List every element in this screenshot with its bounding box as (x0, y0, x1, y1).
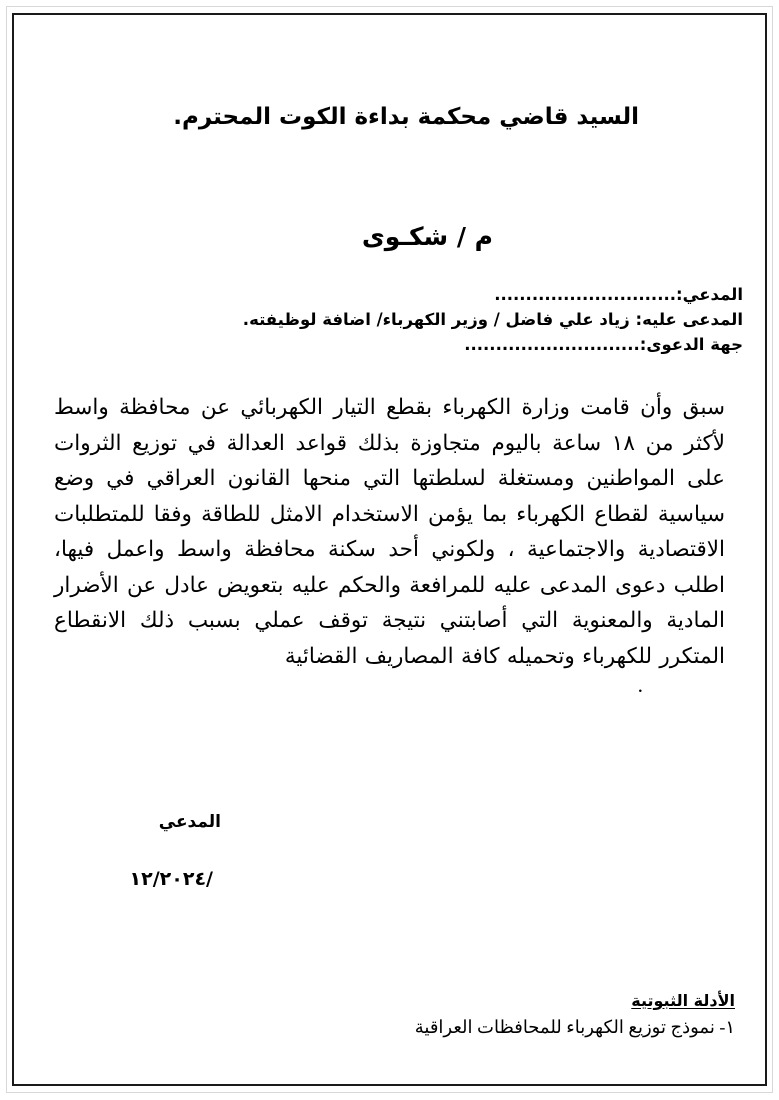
evidence-item: ١- نموذج توزيع الكهرباء للمحافظات العراقية (414, 1017, 735, 1037)
complaint-body-paragraph: سبق وأن قامت وزارة الكهرباء بقطع التيار الكهربائي عن محافظة واسط لأكثر من ١٨ ساعة باليوم متجاوزة بذلك قواعد العدالة في توزيع الثروات على المواطنين ومستغلة لسلطتها التي منحها القانون العراقي في وضع سياسية لقطاع الكهرباء بما يؤمن الاستخدام الامثل للطاقة وفقا للمتطلبات الاقتصادية والاجتماعية ، ولكوني أحد سكنة محافظة واسط واعمل فيها، اطلب دعوى المدعى عليه للمرافعة والحكم عليه بتعويض عادل عن الأضرار المادية والمعنوية التي أصابتني نتيجة توقف عملي بسبب ذلك الانقطاع المتكرر للكهرباء وتحميله كافة المصاريف القضائية (54, 395, 725, 668)
signature-date: /١٢/٢٠٢٤ (129, 868, 213, 890)
evidence-section (44, 990, 735, 1040)
complaint-body-closing-mark: . (637, 673, 643, 697)
defendant-field: المدعى عليه: زياد علي فاضل / وزير الكهرباء/ اضافة لوظيفته. (242, 310, 743, 329)
document-subject: م / شكـوى (361, 222, 493, 251)
case-authority-field: جهة الدعوى:............................ (464, 335, 743, 354)
document-content (28, 0, 751, 1100)
court-addressee-title: السيد قاضي محكمة بداءة الكوت المحترم. (173, 104, 639, 130)
plaintiff-field: المدعي:............................. (494, 285, 743, 304)
signature-label: المدعي (158, 812, 221, 832)
evidence-section-title: الأدلة الثبوتية (631, 991, 735, 1010)
parties-block (28, 282, 751, 357)
